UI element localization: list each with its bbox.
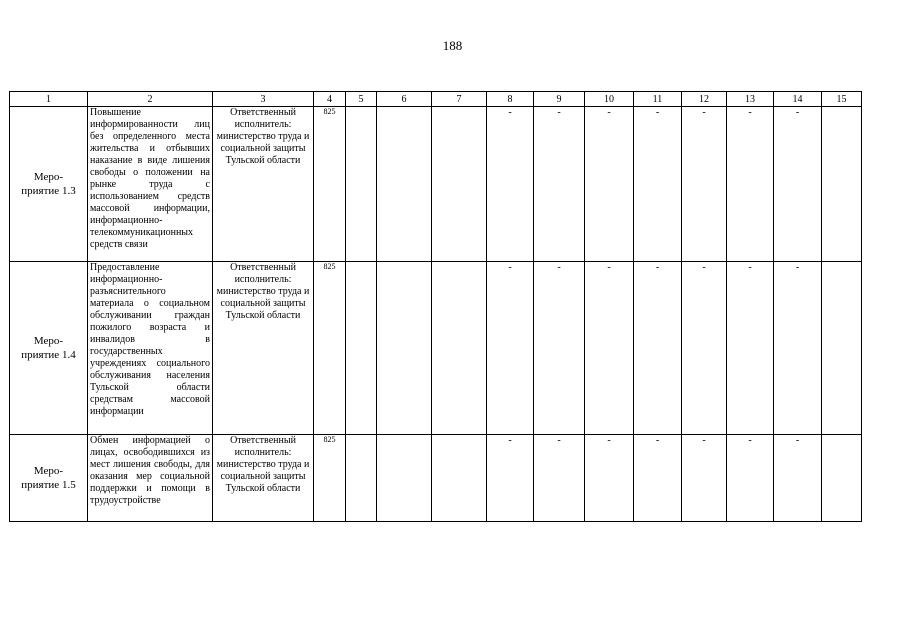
column-header: 1 xyxy=(10,92,88,107)
column-header: 9 xyxy=(534,92,585,107)
program-table xyxy=(9,91,862,522)
value-cell: - xyxy=(487,107,534,262)
value-cell: - xyxy=(682,262,727,435)
value-cell: - xyxy=(634,262,682,435)
column-header: 5 xyxy=(346,92,377,107)
activity-id-line1: Меро- xyxy=(33,335,64,347)
value-cell: - xyxy=(727,262,774,435)
activity-id-cell xyxy=(10,262,88,435)
activity-id-line2: приятие 1.4 xyxy=(21,349,76,361)
column-header: 12 xyxy=(682,92,727,107)
budget-code: 825 xyxy=(314,435,346,522)
column-header: 7 xyxy=(432,92,487,107)
column-header: 11 xyxy=(634,92,682,107)
responsible-executor: Ответственный исполнитель: министерство труда и социальной защиты Тульской области xyxy=(213,262,314,435)
value-cell xyxy=(432,107,487,262)
value-cell xyxy=(432,262,487,435)
header-row xyxy=(10,92,862,107)
value-cell xyxy=(822,107,862,262)
column-header: 4 xyxy=(314,92,346,107)
column-header: 3 xyxy=(213,92,314,107)
column-header: 10 xyxy=(585,92,634,107)
value-cell: - xyxy=(534,262,585,435)
value-cell: - xyxy=(727,435,774,522)
value-cell xyxy=(377,262,432,435)
value-cell: - xyxy=(682,435,727,522)
activity-description: Повышение информированности лиц без определенного места жительства и отбывших наказание в виде лишения свободы о положении на рынке труда с использованием средств массовой информации, информационно-телекоммуникационных средств связи xyxy=(88,107,213,262)
value-cell: - xyxy=(585,435,634,522)
column-header: 14 xyxy=(774,92,822,107)
activity-id-line2: приятие 1.5 xyxy=(21,479,76,491)
value-cell xyxy=(346,262,377,435)
table-row xyxy=(10,262,862,435)
activity-id-cell xyxy=(10,107,88,262)
activity-description: Предоставление информационно-разъяснительного материала о социальном обслуживании граждан пожилого возраста и инвалидов в государственных учреждениях социального обслуживания населения Тульской области средствам массовой информации xyxy=(88,262,213,435)
value-cell xyxy=(346,107,377,262)
value-cell: - xyxy=(585,107,634,262)
value-cell: - xyxy=(634,107,682,262)
column-header: 8 xyxy=(487,92,534,107)
value-cell: - xyxy=(774,435,822,522)
column-header: 6 xyxy=(377,92,432,107)
value-cell: - xyxy=(682,107,727,262)
value-cell: - xyxy=(634,435,682,522)
responsible-executor: Ответственный исполнитель: министерство труда и социальной защиты Тульской области xyxy=(213,107,314,262)
value-cell xyxy=(346,435,377,522)
table-row xyxy=(10,107,862,262)
responsible-executor: Ответственный исполнитель: министерство труда и социальной защиты Тульской области xyxy=(213,435,314,522)
value-cell: - xyxy=(487,262,534,435)
column-header: 15 xyxy=(822,92,862,107)
value-cell: - xyxy=(487,435,534,522)
value-cell xyxy=(377,435,432,522)
value-cell xyxy=(822,435,862,522)
value-cell: - xyxy=(774,107,822,262)
value-cell xyxy=(432,435,487,522)
value-cell xyxy=(377,107,432,262)
value-cell xyxy=(822,262,862,435)
value-cell: - xyxy=(585,262,634,435)
column-header: 2 xyxy=(88,92,213,107)
value-cell: - xyxy=(727,107,774,262)
column-header: 13 xyxy=(727,92,774,107)
table-row xyxy=(10,435,862,522)
activity-id-line1: Меро- xyxy=(33,171,64,183)
value-cell: - xyxy=(534,107,585,262)
activity-description: Обмен информацией о лицах, освободившихся из мест лишения свободы, для оказания мер социальной поддержки и помощи в трудоустройстве xyxy=(88,435,213,522)
activity-id-line1: Меро- xyxy=(33,465,64,477)
activity-id-cell xyxy=(10,435,88,522)
budget-code: 825 xyxy=(314,107,346,262)
page-number: 188 xyxy=(442,38,463,53)
activity-id-line2: приятие 1.3 xyxy=(21,185,76,197)
value-cell: - xyxy=(774,262,822,435)
budget-code: 825 xyxy=(314,262,346,435)
value-cell: - xyxy=(534,435,585,522)
